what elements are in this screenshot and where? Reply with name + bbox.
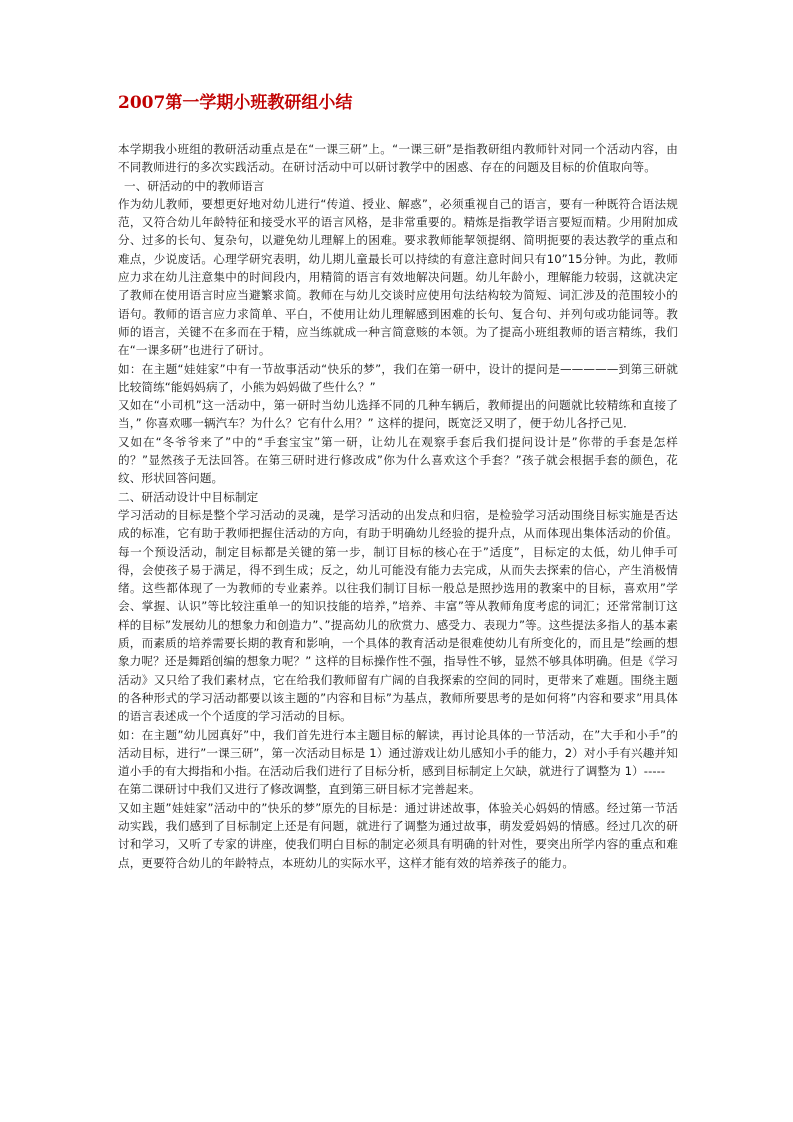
intro-paragraph: 本学期我小班组的教研活动重点是在“一课三研”上。“一课三研”是指教研组内教师针对同一个活动内容，由不同教师进行的多次实践活动。在研讨活动中可以研讨教学中的困惑、存在的问题及目标的价值取向等。 xyxy=(118,142,678,175)
section1-heading: 一、研活动的中的教师语言 xyxy=(124,178,265,193)
section2-paragraph-1: 学习活动的目标是整个学习活动的灵魂，是学习活动的出发点和归宿，是检验学习活动围绕目标实施是否达成的标准，它有助于教师把握住活动的方向，有助于明确幼儿经验的提升点，从而体现出集体活动的价值。每一个预设活动，制定目标都是关键的第一步，制订目标的核心在于”适度”，目标定的太低，幼儿伸手可得，会使孩子易于满足，得不到生成；反之，幼儿可能没有能力去完成，从而失去探索的信心，产生消极情绪。这些都体现了一为教师的专业素养。以往我们制订目标一般总是照抄选用的教案中的目标，喜欢用”学会、掌握、认识”等比较注重单一的知识技能的培养，”培养、丰富”等从教师角度考虑的词汇；还常常制订这样的目标”发展幼儿的想象力和创造力”、”提高幼儿的欣赏力、感受力、表现力”等。这些提法多指人的基本素质，而素质的培养需要长期的教育和影响，一个具体的教育活动是很难使幼儿有所变化的，而且是”绘画的想象力呢？还是舞蹈创编的想象力呢？” 这样的目标操作性不强，指导性不够，显然不够具体明确。但是《学习活动》又只给了我们素材点，它在给我们教师留有广阔的自我探索的空间的同时，更带来了难题。围绕主题的各种形式的学习活动都要以该主题的”内容和目标”为基点，教师所要思考的是如何将”内容和要求”用具体的语言表述成一个个适度的学习活动的目标。 xyxy=(118,507,678,724)
section2-heading: 二、研活动设计中目标制定 xyxy=(118,489,259,504)
section2-paragraph-2: 如：在主题”幼儿园真好”中，我们首先进行本主题目标的解读，再讨论具体的一节活动，在”大手和小手”的活动目标，进行”一课三研”，第一次活动目标是 1）通过游戏让幼儿感知小手的能力，2）对小手有兴趣并知道小手的有大拇指和小指。在活动后我们进行了目标分析，感到目标制定上欠缺，就进行了调整为 1）----- xyxy=(118,727,678,779)
section1-paragraph-2: 如：在主题“娃娃家”中有一节故事活动“快乐的梦”，我们在第一研中，设计的提问是—————到第三研就比较简练“能妈妈病了，小熊为妈妈做了些什么？” xyxy=(118,361,678,394)
section1-paragraph-3: 又如在“小司机”这一活动中，第一研时当幼儿选择不同的几种车辆后，教师提出的问题就比较精练和直接了当，” 你喜欢哪一辆汽车？为什么？它有什么用？” 这样的提问，既宽泛又明了，便于幼儿各抒己见． xyxy=(118,398,678,431)
document-title: 2007第一学期小班教研组小结 xyxy=(118,93,353,113)
section1-paragraph-1: 作为幼儿教师，要想更好地对幼儿进行“传道、授业、解惑”，必须重视自己的语言，要有一种既符合语法规范，又符合幼儿年龄特征和接受水平的语言风格，是非常重要的。精炼是指教学语言要短而精。少用附加成分、过多的长句、复杂句，以避免幼儿理解上的困难。要求教师能挈领提纲、简明扼要的表达教学的重点和难点，少说废话。心理学研究表明，幼儿期儿童最长可以持续的有意注意时间只有10”15分钟。为此，教师应力求在幼儿注意集中的时间段内，用精简的语言有效地解决问题。幼儿年龄小，理解能力较弱，这就决定了教师在使用语言时应当避繁求简。教师在与幼儿交谈时应使用句法结构较为简短、词汇涉及的范围较小的语句。教师的语言应力求简单、平白，不使用让幼儿理解感到困难的长句、复合句、并列句或功能词等。教师的语言，关键不在多而在于精，应当练就成一种言简意赅的本领。为了提高小班组教师的语言精练，我们在“一课多研”也进行了研讨。 xyxy=(118,196,678,358)
document-page xyxy=(118,92,678,872)
section2-paragraph-4: 又如主题”娃娃家”活动中的”快乐的梦”原先的目标是：通过讲述故事，体验关心妈妈的情感。经过第一节活动实践，我们感到了目标制定上还是有问题，就进行了调整为通过故事，萌发爱妈妈的情感。经过几次的研讨和学习，又听了专家的讲座，使我们明白目标的制定必须具有明确的针对性，要突出所学内容的重点和难点，更要符合幼儿的年龄特点，本班幼儿的实际水平，这样才能有效的培养孩子的能力。 xyxy=(118,800,678,870)
section1-paragraph-4: 又如在“冬爷爷来了”中的“手套宝宝”第一研，让幼儿在观察手套后我们提问设计是”你带的手套是怎样的？”显然孩子无法回答。在第三研时进行修改成”你为什么喜欢这个手套？”孩子就会根据手套的颜色，花纹、形状回答问题。 xyxy=(118,434,678,486)
section2-paragraph-3: 在第二课研讨中我们又进行了修改调整，直到第三研目标才完善起来。 xyxy=(118,782,481,797)
